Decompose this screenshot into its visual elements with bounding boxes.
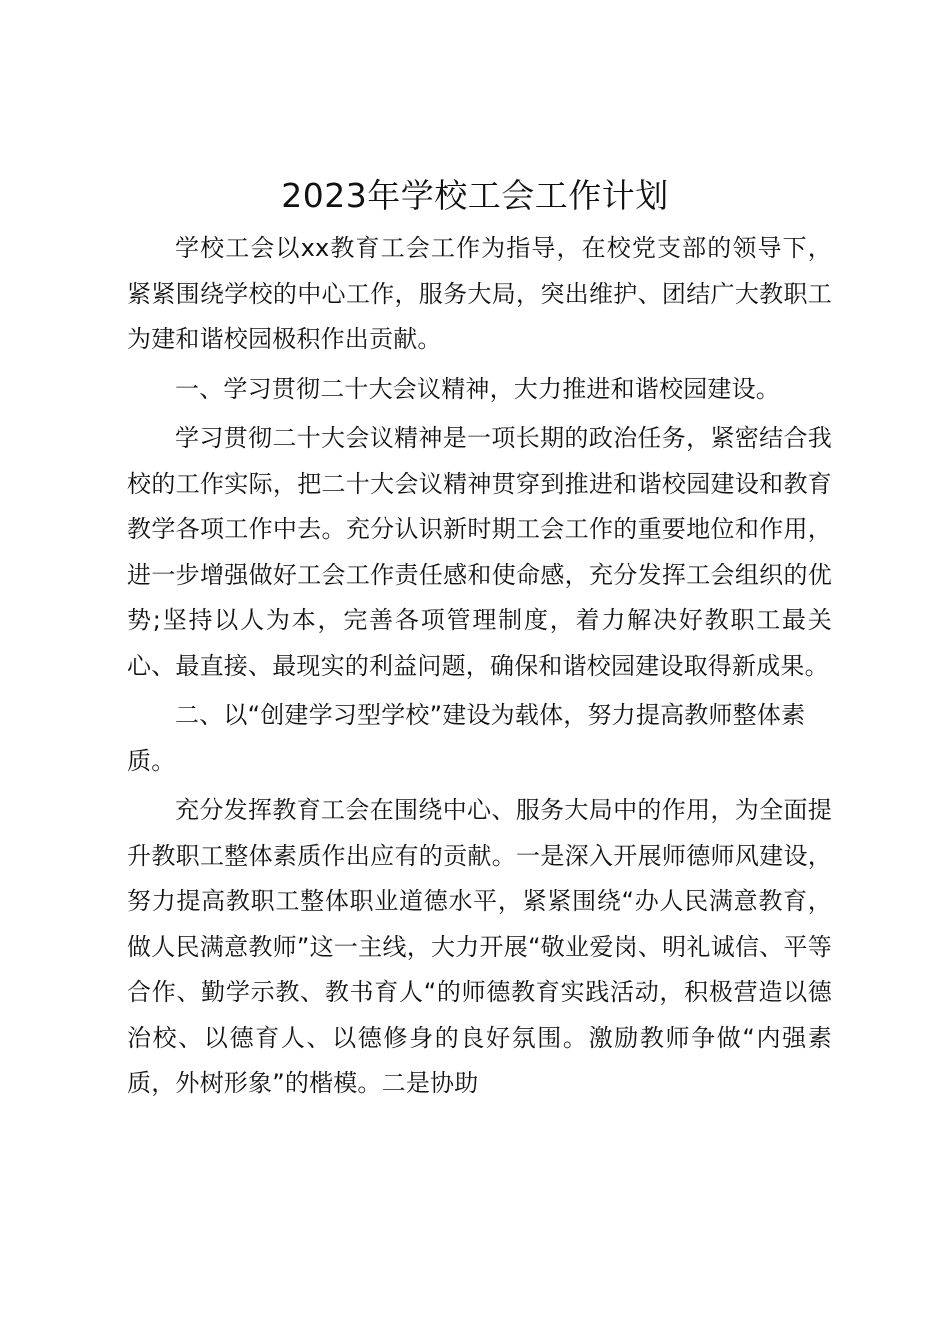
section-heading-1: 一、学习贯彻二十大会议精神，大力推进和谐校园建设。 — [175, 374, 780, 403]
section-heading-2: 二、以“创建学习型学校”建设为载体，努力提高教师整体素质。 — [127, 701, 806, 775]
document-title: 2023年学校工会工作计划 — [281, 176, 669, 215]
document-body — [127, 226, 832, 1107]
paragraph-section-2: 充分发挥教育工会在围绕中心、服务大局中的作用，为全面提升教职工整体素质作出应有的贡献。一是深入开展师德师风建设，努力提高教职工整体职业道德水平，紧紧围绕“办人民满意教育，做人民满意教师”这一主线，大力开展“敬业爱岗、明礼诚信、平等合作、勤学示教、教书育人“的师德教育实践活动，积极营造以德治校、以德育人、以德修身的良好氛围。激励教师争做“内强素质，外树形象”的楷模。二是协助 — [127, 796, 832, 1097]
paragraph-section-1: 学习贯彻二十大会议精神是一项长期的政治任务，紧密结合我校的工作实际，把二十大会议精神贯穿到推进和谐校园建设和教育教学各项工作中去。充分认识新时期工会工作的重要地位和作用，进一步增强做好工会工作责任感和使命感，充分发挥工会组织的优势;坚持以人为本，完善各项管理制度，着力解决好教职工最关心、最直接、最现实的利益问题，确保和谐校园建设取得新成果。 — [127, 424, 832, 680]
paragraph-intro: 学校工会以xx教育工会工作为指导，在校党支部的领导下，紧紧围绕学校的中心工作，服务大局，突出维护、团结广大教职工为建和谐校园极积作出贡献。 — [127, 234, 832, 353]
